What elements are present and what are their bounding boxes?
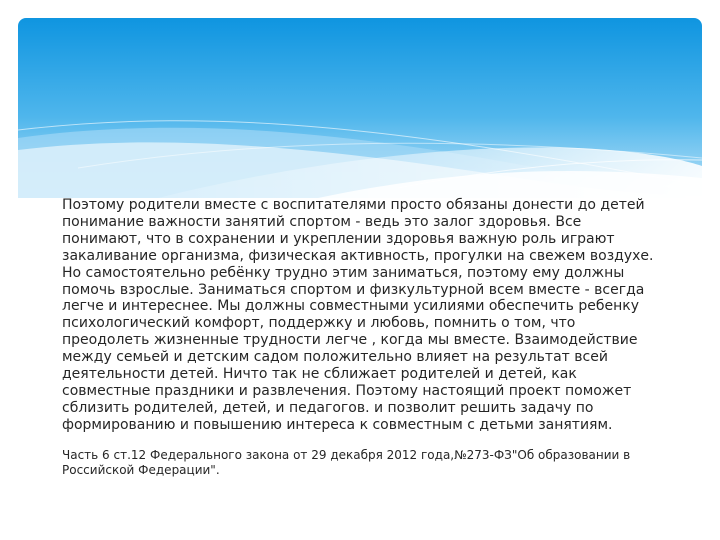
wave-banner-graphic <box>18 18 702 198</box>
body-paragraph: Поэтому родители вместе с воспитателями просто обязаны донести до детей понимание важности занятий спортом - ведь это залог здоровья. Все понимают, что в сохранении и укреплении здоровья важную роль играют закаливание организма, физическая активность, прогулки на свежем воздухе. Но самостоятельно ребёнку трудно этим заниматься, поэтому ему должны помочь взрослые. Заниматься спортом и физкультурной всем вместе - всегда легче и интереснее. Мы должны совместными усилиями обеспечить ребенку психологический комфорт, поддержку и любовь, помнить о том, что преодолеть жизненные трудности легче , когда мы вместе. Взаимодействие между семьей и детским садом положительно влияет на результат всей деятельности детей. Ничто так не сближает родителей и детей, как совместные праздники и развлечения. Поэтому настоящий проект поможет сблизить родителей, детей, и педагогов. и позволит решить задачу по формированию и повышению интереса к совместным с детьми занятиям. <box>62 197 654 433</box>
footnote-citation: Часть 6 ст.12 Федерального закона от 29 декабря 2012 года,№273-ФЗ"Об образовании в Российской Федерации". <box>62 447 631 478</box>
header-banner <box>18 18 702 198</box>
content-area <box>62 197 662 479</box>
